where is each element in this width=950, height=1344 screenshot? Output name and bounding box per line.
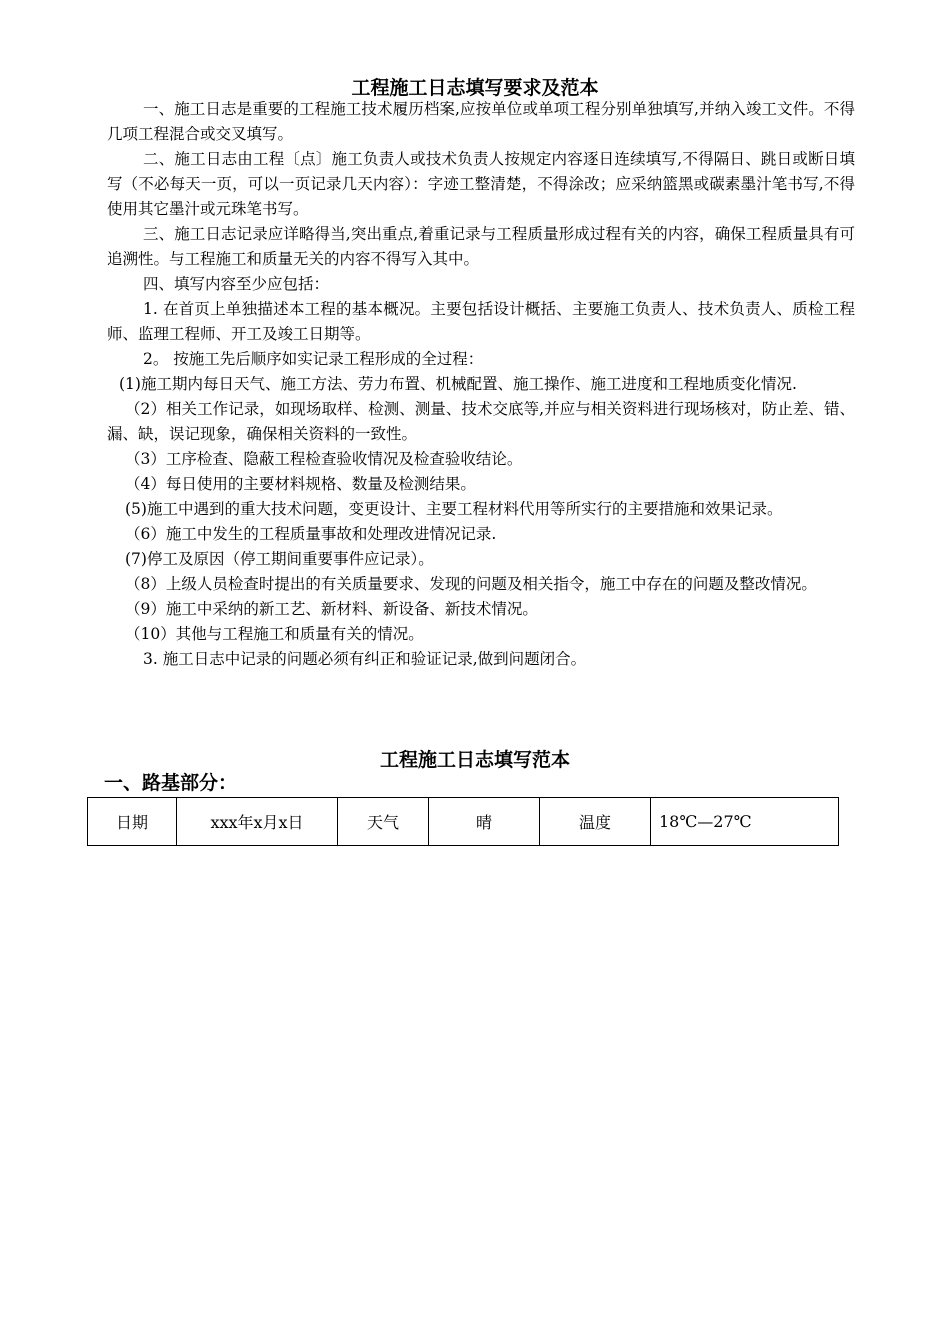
subitem-4: （4）每日使用的主要材料规格、数量及检测结果。 (125, 475, 476, 493)
paragraph-1: 一、施工日志是重要的工程施工技术履历档案,应按单位或单项工程分别单独填写,并纳入竣工文件。不得几项工程混合或交叉填写。 (107, 100, 855, 143)
document-title: 工程施工日志填写要求及范本 (351, 77, 599, 99)
subitem-10: （10）其他与工程施工和质量有关的情况。 (125, 625, 424, 643)
subitem-5: (5)施工中遇到的重大技术问题，变更设计、主要工程材料代用等所实行的主要措施和效果记录。 (125, 500, 783, 518)
subitem-6: （6）施工中发生的工程质量事故和处理改进情况记录. (125, 525, 497, 543)
paragraph-4: 四、填写内容至少应包括： (143, 275, 330, 293)
paragraph-2: 二、施工日志由工程〔点〕施工负责人或技术负责人按规定内容逐日连续填写,不得隔日、跳日或断日填写（不必每天一页，可以一页记录几天内容）：字迹工整清楚，不得涂改；应采纳篮黑或碳素墨汁笔书写,不得使用其它墨汁或元珠笔书写。 (107, 150, 855, 218)
temperature-value-cell: 18℃—27℃ (651, 798, 839, 846)
log-table (87, 797, 839, 846)
table-row (88, 798, 839, 846)
weather-value-cell: 晴 (429, 798, 540, 846)
subitem-1: (1)施工期内每日天气、施工方法、劳力布置、机械配置、施工操作、施工进度和工程地质变化情况. (119, 375, 797, 393)
item-2: 2。 按施工先后顺序如实记录工程形成的全过程： (143, 350, 484, 368)
date-value-cell: xxx年x月x日 (177, 798, 338, 846)
date-label-cell: 日期 (88, 798, 177, 846)
subitem-3: （3）工序检查、隐蔽工程检查验收情况及检查验收结论。 (125, 450, 523, 468)
subitem-2: （2）相关工作记录，如现场取样、检测、测量、技术交底等,并应与相关资料进行现场核对，防止差、错、漏、缺，误记现象，确保相关资料的一致性。 (107, 400, 855, 443)
section-heading: 一、路基部分： (104, 772, 238, 794)
paragraph-3: 三、施工日志记录应详略得当,突出重点,着重记录与工程质量形成过程有关的内容，确保工程质量具有可追溯性。与工程施工和质量无关的内容不得写入其中。 (107, 225, 855, 268)
item-1: 1. 在首页上单独描述本工程的基本概况。主要包括设计概括、主要施工负责人、技术负责人、质检工程师、监理工程师、开工及竣工日期等。 (107, 300, 855, 343)
item-3: 3. 施工日志中记录的问题必须有纠正和验证记录,做到问题闭合。 (143, 650, 587, 668)
requirements-body (107, 97, 855, 672)
subitem-7: (7)停工及原因（停工期间重要事件应记录）。 (125, 550, 434, 568)
sample-title: 工程施工日志填写范本 (379, 749, 570, 771)
subitem-9: （9）施工中采纳的新工艺、新材料、新设备、新技术情况。 (125, 600, 538, 618)
weather-label-cell: 天气 (338, 798, 429, 846)
temperature-label-cell: 温度 (540, 798, 651, 846)
subitem-8: （8）上级人员检查时提出的有关质量要求、发现的问题及相关指令，施工中存在的问题及整改情况。 (125, 575, 817, 593)
